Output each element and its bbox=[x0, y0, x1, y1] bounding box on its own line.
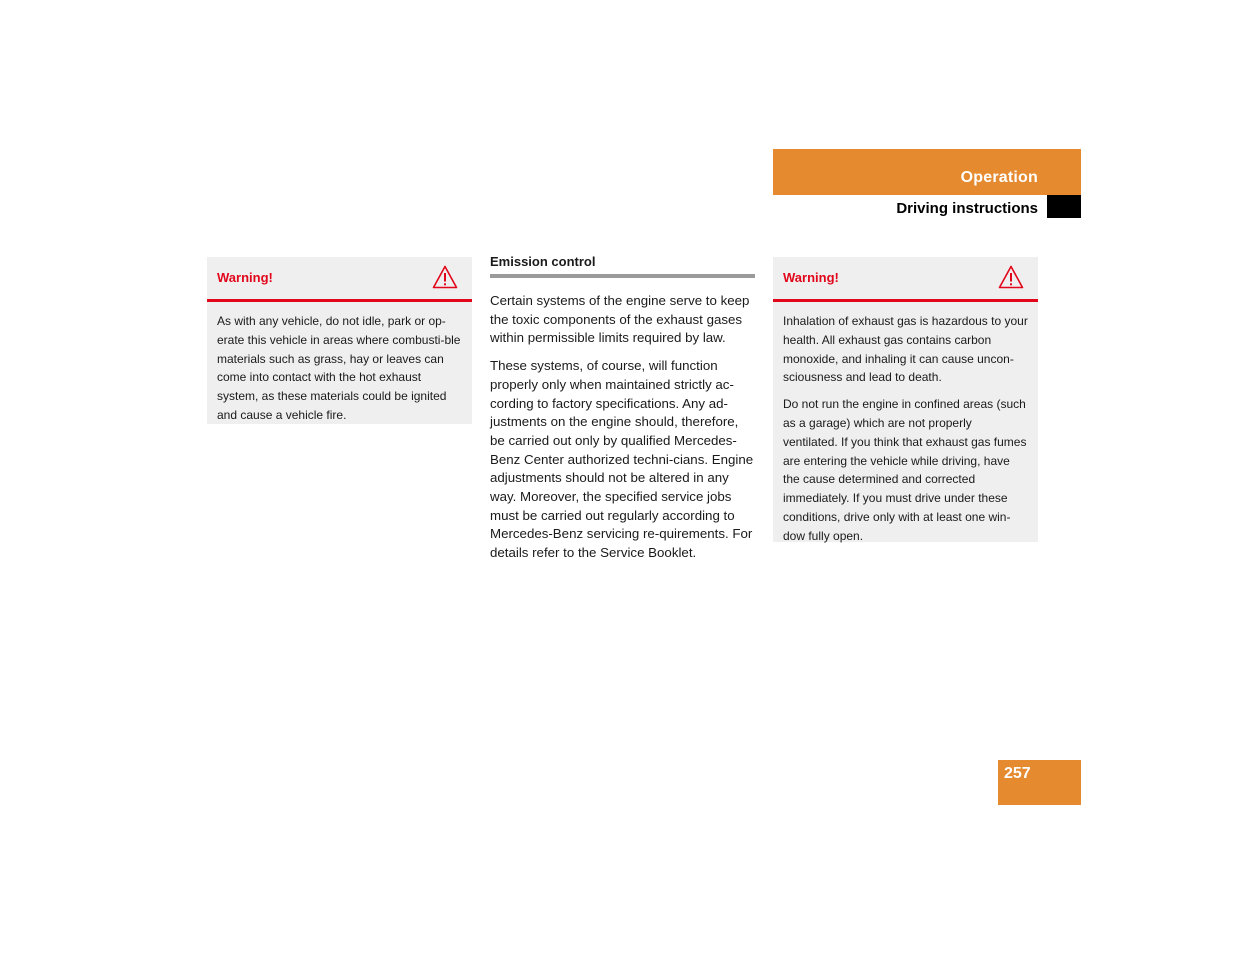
warning-header bbox=[773, 257, 1038, 302]
warning-label: Warning! bbox=[217, 270, 273, 285]
warning-header bbox=[207, 257, 472, 302]
section-heading: Emission control bbox=[490, 254, 755, 278]
section-title: Operation bbox=[960, 169, 1038, 186]
warning-label: Warning! bbox=[783, 270, 839, 285]
warning-triangle-icon bbox=[998, 265, 1024, 289]
page-number: 257 bbox=[1004, 765, 1031, 782]
warning-box-exhaust bbox=[773, 257, 1038, 542]
warning-body bbox=[773, 302, 1038, 546]
warning-text: Inhalation of exhaust gas is hazardous to your health. All exhaust gas contains carbon monoxide, and inhaling it can cause uncon-sciousness and lead to death. bbox=[783, 314, 1028, 385]
warning-text: Do not run the engine in confined areas (such as a garage) which are not properly ventilated. If you think that exhaust gas fumes are entering the vehicle while driving, have the cause determined and corrected immediately. If you must drive under these conditions, drive only with at least one win-dow fully open. bbox=[783, 397, 1027, 543]
body-paragraph: Certain systems of the engine serve to keep the toxic components of the exhaust gases within permissible limits required by law. bbox=[490, 293, 750, 346]
warning-triangle-icon bbox=[432, 265, 458, 289]
section-body bbox=[490, 292, 755, 563]
section-tab bbox=[773, 149, 1081, 195]
thumb-index-marker bbox=[1047, 195, 1081, 218]
body-paragraph: These systems, of course, will function properly only when maintained strictly ac-cording to factory specifications. Any ad-justments on the engine should, therefore, be carried out only by qualified Mercedes-Benz Center authorized techni-cians. Engine adjustments should not be altered in any way. Moreover, the specified service jobs must be carried out regularly according to Mercedes-Benz servicing re-quirements. For details refer to the Service Booklet. bbox=[490, 358, 754, 561]
page-number-box bbox=[998, 760, 1081, 805]
warning-box-fire bbox=[207, 257, 472, 424]
warning-text: As with any vehicle, do not idle, park or op-erate this vehicle in areas where combusti-ble materials such as grass, hay or leaves can come into contact with the hot exhaust system, as these materials could be ignited and cause a vehicle fire. bbox=[217, 314, 461, 422]
subsection-title: Driving instructions bbox=[896, 200, 1038, 217]
warning-body bbox=[207, 302, 472, 425]
emission-control-section bbox=[490, 254, 755, 572]
